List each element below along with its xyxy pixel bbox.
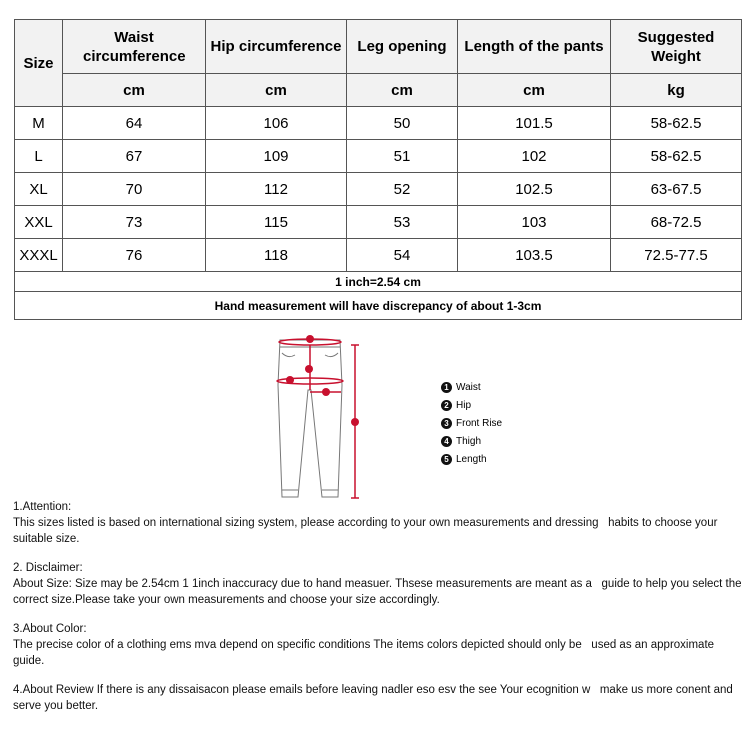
table-cell: 102 <box>458 140 611 173</box>
header-row <box>15 20 742 74</box>
header-hip: Hip circumference <box>206 20 347 74</box>
table-cell: 58-62.5 <box>611 107 742 140</box>
table-cell: 73 <box>63 206 206 239</box>
units-row <box>15 74 742 107</box>
table-cell: 52 <box>347 173 458 206</box>
legend-item <box>441 396 502 414</box>
table-cell: 115 <box>206 206 347 239</box>
header-weight: Suggested Weight <box>611 20 742 74</box>
number-badge-icon: 4 <box>441 436 452 447</box>
note-body: This sizes listed is based on international sizing system, please according to your own measurements and dressing habits to choose your suitable size. <box>13 517 721 545</box>
diagram-legend <box>441 378 502 469</box>
number-badge-icon: 3 <box>441 418 452 429</box>
number-badge-icon: 5 <box>441 454 452 465</box>
unit: cm <box>206 74 347 107</box>
table-cell: 109 <box>206 140 347 173</box>
unit: cm <box>458 74 611 107</box>
table-cell: 67 <box>63 140 206 173</box>
legend-label: Hip <box>456 399 472 411</box>
header-waist: Waist circumference <box>63 20 206 74</box>
header-length: Length of the pants <box>458 20 611 74</box>
table-row <box>15 206 742 239</box>
legend-item <box>441 433 502 451</box>
table-cell: 118 <box>206 239 347 272</box>
marker-5 <box>351 418 359 426</box>
legend-item <box>441 378 502 396</box>
discrepancy-note-row <box>15 292 742 320</box>
table-row <box>15 140 742 173</box>
table-cell: 50 <box>347 107 458 140</box>
table-cell: 53 <box>347 206 458 239</box>
number-badge-icon: 1 <box>441 382 452 393</box>
table-cell: 72.5-77.5 <box>611 239 742 272</box>
legend-label: Length <box>456 454 487 466</box>
table-cell: 76 <box>63 239 206 272</box>
notes-section <box>13 499 743 727</box>
legend-item <box>441 451 502 469</box>
note-body: The precise color of a clothing ems mva depend on specific conditions The items colors depicted should only be used as an approximate guide. <box>13 639 718 667</box>
table-cell: XXXL <box>15 239 63 272</box>
marker-3 <box>305 365 313 373</box>
table-cell: 103 <box>458 206 611 239</box>
legend-label: Front Rise <box>456 417 503 429</box>
table-cell: 101.5 <box>458 107 611 140</box>
legend-label: Waist <box>456 381 481 393</box>
note-title: 2. Disclaimer: <box>13 562 83 574</box>
table-cell: XXL <box>15 206 63 239</box>
measurement-lines <box>277 339 359 498</box>
table-cell: 51 <box>347 140 458 173</box>
table-cell: 70 <box>63 173 206 206</box>
table-cell: 54 <box>347 239 458 272</box>
unit: cm <box>347 74 458 107</box>
note-title: 1.Attention: <box>13 501 72 513</box>
note-paragraph <box>13 621 743 669</box>
table-cell: 58-62.5 <box>611 140 742 173</box>
discrepancy-note: Hand measurement will have discrepancy of about 1-3cm <box>15 292 742 320</box>
table-cell: 106 <box>206 107 347 140</box>
note-paragraph <box>13 499 743 547</box>
legend-item <box>441 414 502 432</box>
table-cell: L <box>15 140 63 173</box>
note-body: 4.About Review If there is any dissaisacon please emails before leaving nadler eso esv the see Your ecognition w make us more conent and serve you better. <box>13 684 737 712</box>
table-row <box>15 173 742 206</box>
marker-2 <box>286 376 294 384</box>
note-paragraph <box>13 682 743 714</box>
legend-label: Thigh <box>456 436 482 448</box>
table-cell: 102.5 <box>458 173 611 206</box>
table-cell: 68-72.5 <box>611 206 742 239</box>
number-badge-icon: 2 <box>441 400 452 411</box>
inch-note: 1 inch=2.54 cm <box>15 272 742 292</box>
note-paragraph <box>13 560 743 608</box>
table-cell: 112 <box>206 173 347 206</box>
pants-measurement-diagram <box>260 325 380 505</box>
header-leg: Leg opening <box>347 20 458 74</box>
note-title: 3.About Color: <box>13 623 87 635</box>
table-cell: 64 <box>63 107 206 140</box>
table-row <box>15 239 742 272</box>
marker-1 <box>306 335 314 343</box>
unit: cm <box>63 74 206 107</box>
marker-4 <box>322 388 330 396</box>
table-cell: M <box>15 107 63 140</box>
unit: kg <box>611 74 742 107</box>
note-body: About Size: Size may be 2.54cm 1 1inch inaccuracy due to hand measuer. Thsese measurements are meant as a guide to help you select the correct size.Please take your own measurements and choose your size accordingly. <box>13 578 745 606</box>
table-cell: 63-67.5 <box>611 173 742 206</box>
size-chart-table <box>14 19 742 320</box>
table-cell: 103.5 <box>458 239 611 272</box>
table-row <box>15 107 742 140</box>
header-size: Size <box>15 20 63 107</box>
table-cell: XL <box>15 173 63 206</box>
inch-note-row <box>15 272 742 292</box>
